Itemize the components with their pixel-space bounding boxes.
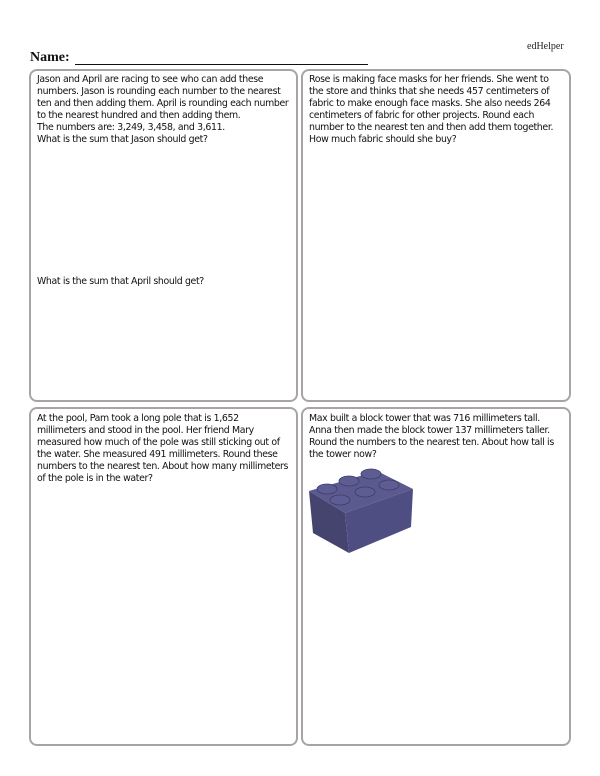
- problem-box-4: [301, 407, 571, 746]
- toy-brick-icon: [307, 465, 417, 555]
- problem-2-text: Rose is making face masks for her friends. She went to the store and thinks that she needs 457 centimeters of fabric to make enough face masks. She also needs 264 centimeters of fabric for other projects. Round each number to the nearest ten and then add them together. How much fabric should she buy?: [309, 74, 554, 145]
- problem-4-text: Max built a block tower that was 716 millimeters tall. Anna then made the block tower 137 millimeters taller. Round the numbers to the nearest ten. About how tall is the tower now?: [309, 413, 554, 460]
- problem-3-text: At the pool, Pam took a long pole that is 1,652 millimeters and stood in the pool. Her friend Mary measured how much of the pole was still sticking out of the water. She measured 491 millimeters. Round these numbers to the nearest ten. About how many millimeters of the pole is in the water?: [37, 413, 289, 484]
- name-label: Name:: [30, 50, 70, 65]
- name-field-line[interactable]: [75, 64, 368, 65]
- brand-label: edHelper: [527, 41, 564, 52]
- problem-box-1: [29, 69, 298, 402]
- problem-box-2: [301, 69, 571, 402]
- problem-1-followup: What is the sum that April should get?: [37, 276, 204, 287]
- problem-box-3: [29, 407, 298, 746]
- problem-1-text: Jason and April are racing to see who can add these numbers. Jason is rounding each number to the nearest ten and then adding them. April is rounding each number to the nearest hundred and then adding them. The numbers are: 3,249, 3,458, and 3,611. What is the sum that Jason should get?: [37, 74, 289, 145]
